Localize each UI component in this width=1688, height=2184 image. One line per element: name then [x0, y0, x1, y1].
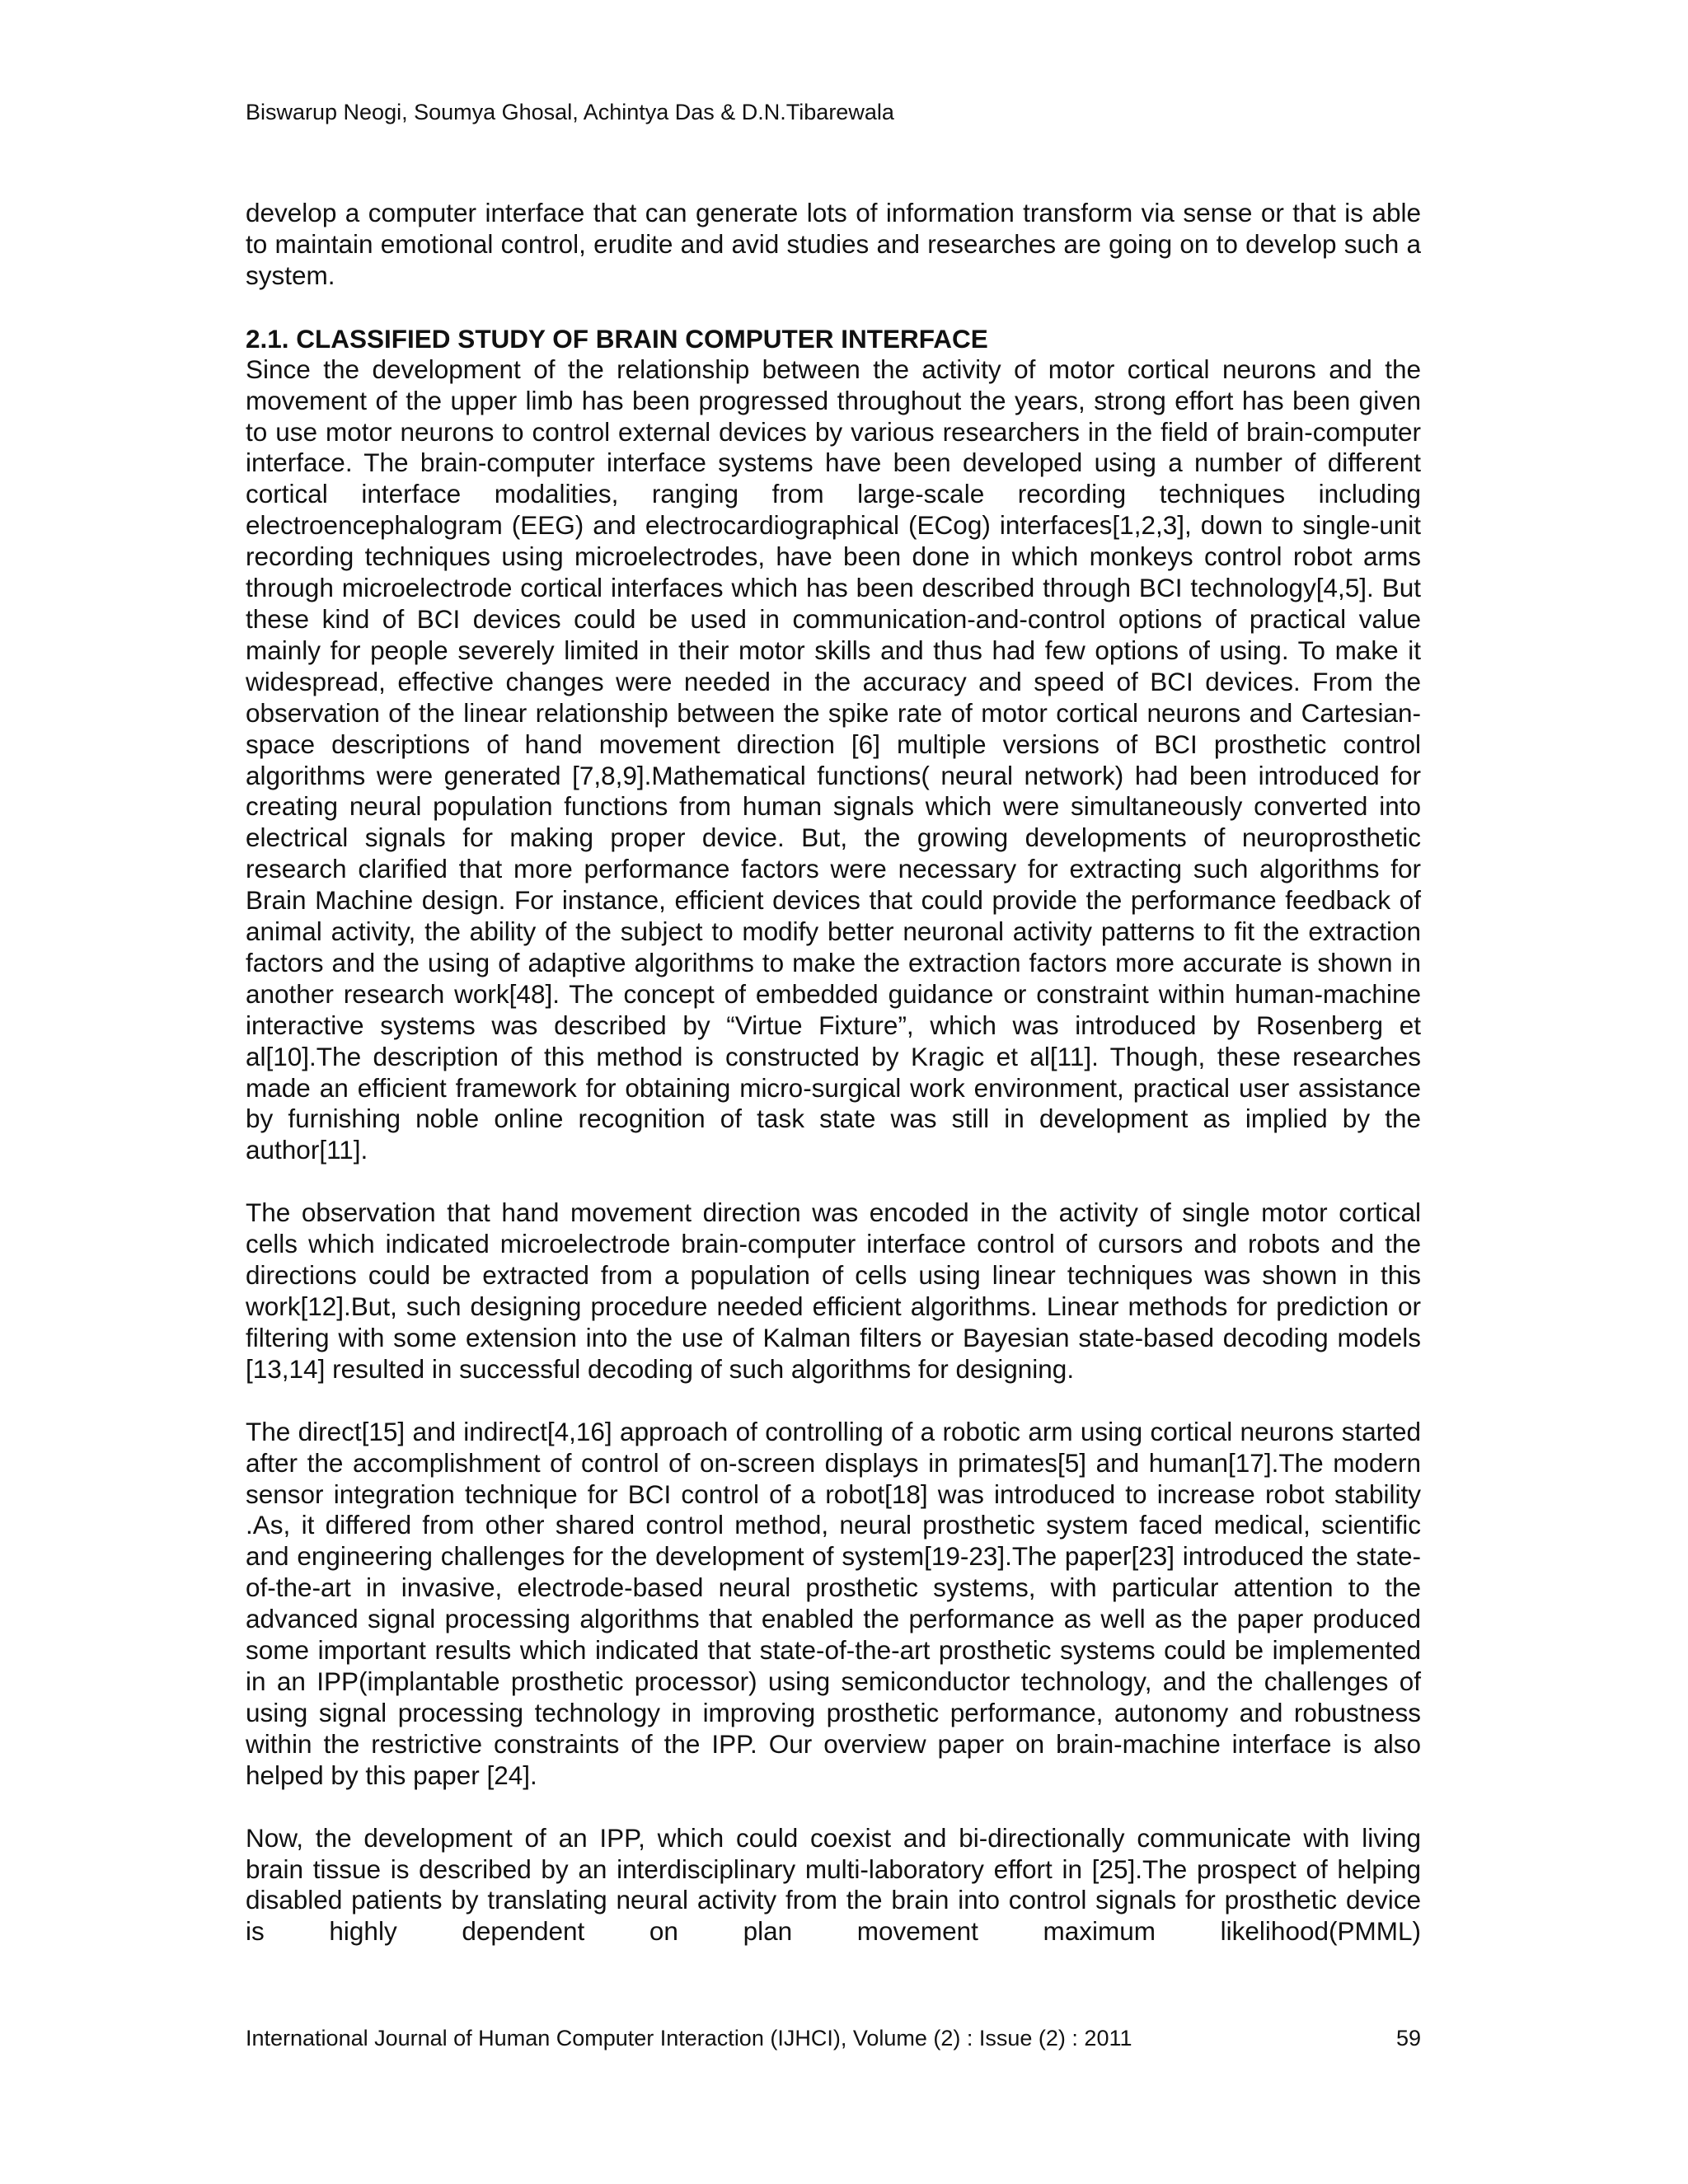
article-body	[246, 198, 1421, 1947]
page-footer	[246, 2022, 1421, 2054]
paragraph-bci-history: Since the development of the relationship between the activity of motor cortical neurons and the movement of the upper limb has been progressed throughout the years, strong effort has been given to use motor neurons to control external devices by various researchers in the field of brain-computer interface. The brain-computer interface systems have been developed using a number of different cortical interface modalities, ranging from large-scale recording techniques including electroencephalogram (EEG) and electrocardiographical (ECog) interfaces[1,2,3], down to single-unit recording techniques using microelectrodes, have been done in which monkeys control robot arms through microelectrode cortical interfaces which has been described through BCI technology[4,5]. But these kind of BCI devices could be used in communication-and-control options of practical value mainly for people severely limited in their motor skills and thus had few options of using. To make it widespread, effective changes were needed in the accuracy and speed of BCI devices. From the observation of the linear relationship between the spike rate of motor cortical neurons and Cartesian-space descriptions of hand movement direction [6] multiple versions of BCI prosthetic control algorithms were generated [7,8,9].Mathematical functions( neural network) had been introduced for creating neural population functions from human signals which were simultaneously converted into electrical signals for making proper device. But, the growing developments of neuroprosthetic research clarified that more performance factors were necessary for extracting such algorithms for Brain Machine design. For instance, efficient devices that could provide the performance feedback of animal activity, the ability of the subject to modify better neuronal activity patterns to fit the extraction factors and the using of adaptive algorithms to make the extraction factors more accurate is shown in another research work[48]. The concept of embedded guidance or constraint within human-machine interactive systems was described by “Virtue Fixture”, which was introduced by Rosenberg et al[10].The description of this method is constructed by Kragic et al[11]. Though, these researches made an efficient framework for obtaining micro-surgical work environment, practical user assistance by furnishing noble online recognition of task state was still in development as implied by the author[11].	[246, 354, 1421, 1165]
running-header-authors: Biswarup Neogi, Soumya Ghosal, Achintya Das & D.N.Tibarewala	[246, 100, 894, 124]
paragraph-hand-movement: The observation that hand movement direction was encoded in the activity of single motor cortical cells which indicated microelectrode brain-computer interface control of cursors and robots and the directions could be extracted from a population of cells using linear techniques was shown in this work[12].But, such designing procedure needed efficient algorithms. Linear methods for prediction or filtering with some extension into the use of Kalman filters or Bayesian state-based decoding models [13,14] resulted in successful decoding of such algorithms for designing.	[246, 1197, 1421, 1384]
section-heading: 2.1. CLASSIFIED STUDY OF BRAIN COMPUTER INTERFACE	[246, 323, 988, 354]
intro-paragraph: develop a computer interface that can generate lots of information transform via sense or that is able to maintain emotional control, erudite and avid studies and researches are going on to develop such a system.	[246, 198, 1421, 290]
paragraph-ipp-development: Now, the development of an IPP, which could coexist and bi-directionally communicate with living brain tissue is described by an interdisciplinary multi-laboratory effort in [25].The prospect of helping disabled patients by translating neural activity from the brain into control signals for prosthetic device is highly dependent on plan movement maximum likelihood(PMML)	[246, 1822, 1421, 1947]
page-number: 59	[1395, 2026, 1421, 2050]
footer-journal-citation: International Journal of Human Computer Interaction (IJHCI), Volume (2) : Issue (2) : 2011	[246, 2026, 1132, 2050]
paragraph-robotic-arm: The direct[15] and indirect[4,16] approach of controlling of a robotic arm using cortical neurons started after the accomplishment of control of on-screen displays in primates[5] and human[17].The modern sensor integration technique for BCI control of a robot[18] was introduced to increase robot stability .As, it differed from other shared control method, neural prosthetic system faced medical, scientific and engineering challenges for the development of system[19-23].The paper[23] introduced the state-of-the-art in invasive, electrode-based neural prosthetic systems, with particular attention to the advanced signal processing algorithms that enabled the performance as well as the paper produced some important results which indicated that state-of-the-art prosthetic systems could be implemented in an IPP(implantable prosthetic processor) using semiconductor technology, and the challenges of using signal processing technology in improving prosthetic performance, autonomy and robustness within the restrictive constraints of the IPP. Our overview paper on brain-machine interface is also helped by this paper [24].	[246, 1416, 1421, 1790]
